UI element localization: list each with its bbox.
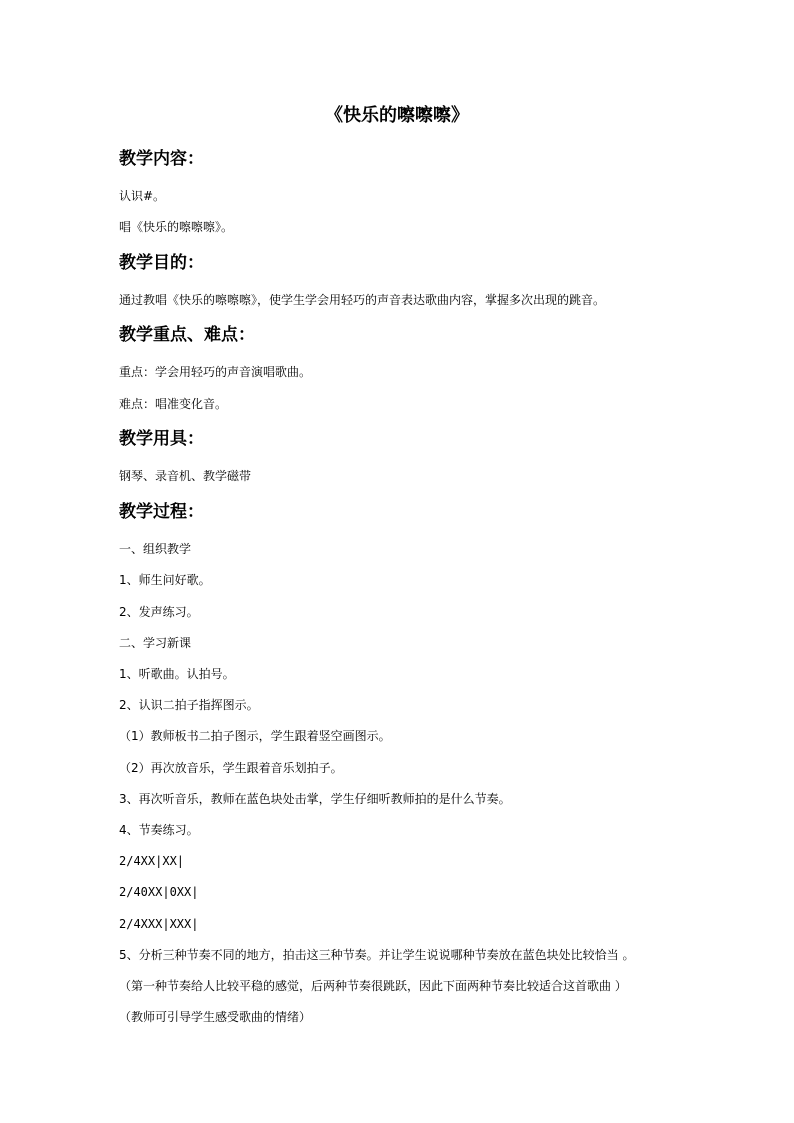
section-heading-goal: 教学目的： — [119, 253, 204, 273]
process-line-1: 一、组织教学 — [119, 542, 192, 556]
process-line-6: 2、认识二拍子指挥图示。 — [119, 698, 259, 712]
key-points-line-2: 难点：唱准变化音。 — [119, 397, 228, 411]
content-line-2: 唱《快乐的嚓嚓嚓》。 — [119, 220, 234, 234]
process-line-14: 5、分析三种节奏不同的地方，拍击这三种节奏。并让学生说说哪种节奏放在蓝色块处比较恰当 。 — [119, 948, 635, 962]
goal-line-1: 通过教唱《快乐的嚓嚓嚓》，使学生学会用轻巧的声音表达歌曲内容，掌握多次出现的跳音。 — [119, 293, 606, 307]
process-line-2: 1、师生问好歌。 — [119, 573, 211, 587]
rhythm-line-2: 2/40XX|0XX| — [119, 885, 199, 899]
section-heading-key-points: 教学重点、难点： — [119, 325, 255, 345]
process-line-8: （2）再次放音乐，学生跟着音乐划拍子。 — [119, 761, 343, 775]
page-title: 《快乐的嚓嚓嚓》 — [325, 105, 469, 126]
process-line-9: 3、再次听音乐，教师在蓝色块处击掌，学生仔细听教师拍的是什么节奏。 — [119, 792, 511, 806]
key-points-line-1: 重点：学会用轻巧的声音演唱歌曲。 — [119, 365, 312, 379]
section-heading-tools: 教学用具： — [119, 429, 204, 449]
process-line-5: 1、听歌曲。认拍号。 — [119, 667, 235, 681]
tools-line-1: 钢琴、录音机、教学磁带 — [119, 469, 252, 483]
rhythm-line-3: 2/4XXX|XXX| — [119, 917, 199, 931]
process-line-15: （第一种节奏给人比较平稳的感觉，后两种节奏很跳跃，因此下面两种节奏比较适合这首歌曲 ） — [119, 979, 627, 993]
section-heading-content: 教学内容： — [119, 149, 204, 169]
section-heading-process: 教学过程： — [119, 502, 204, 522]
process-line-10: 4、节奏练习。 — [119, 823, 199, 837]
content-line-1: 认识#。 — [119, 189, 166, 203]
process-line-16: （教师可引导学生感受歌曲的情绪） — [119, 1010, 312, 1024]
process-line-3: 2、发声练习。 — [119, 605, 199, 619]
process-line-7: （1）教师板书二拍子图示，学生跟着竖空画图示。 — [119, 729, 391, 743]
rhythm-line-1: 2/4XX|XX| — [119, 854, 185, 868]
process-line-4: 二、学习新课 — [119, 636, 192, 650]
